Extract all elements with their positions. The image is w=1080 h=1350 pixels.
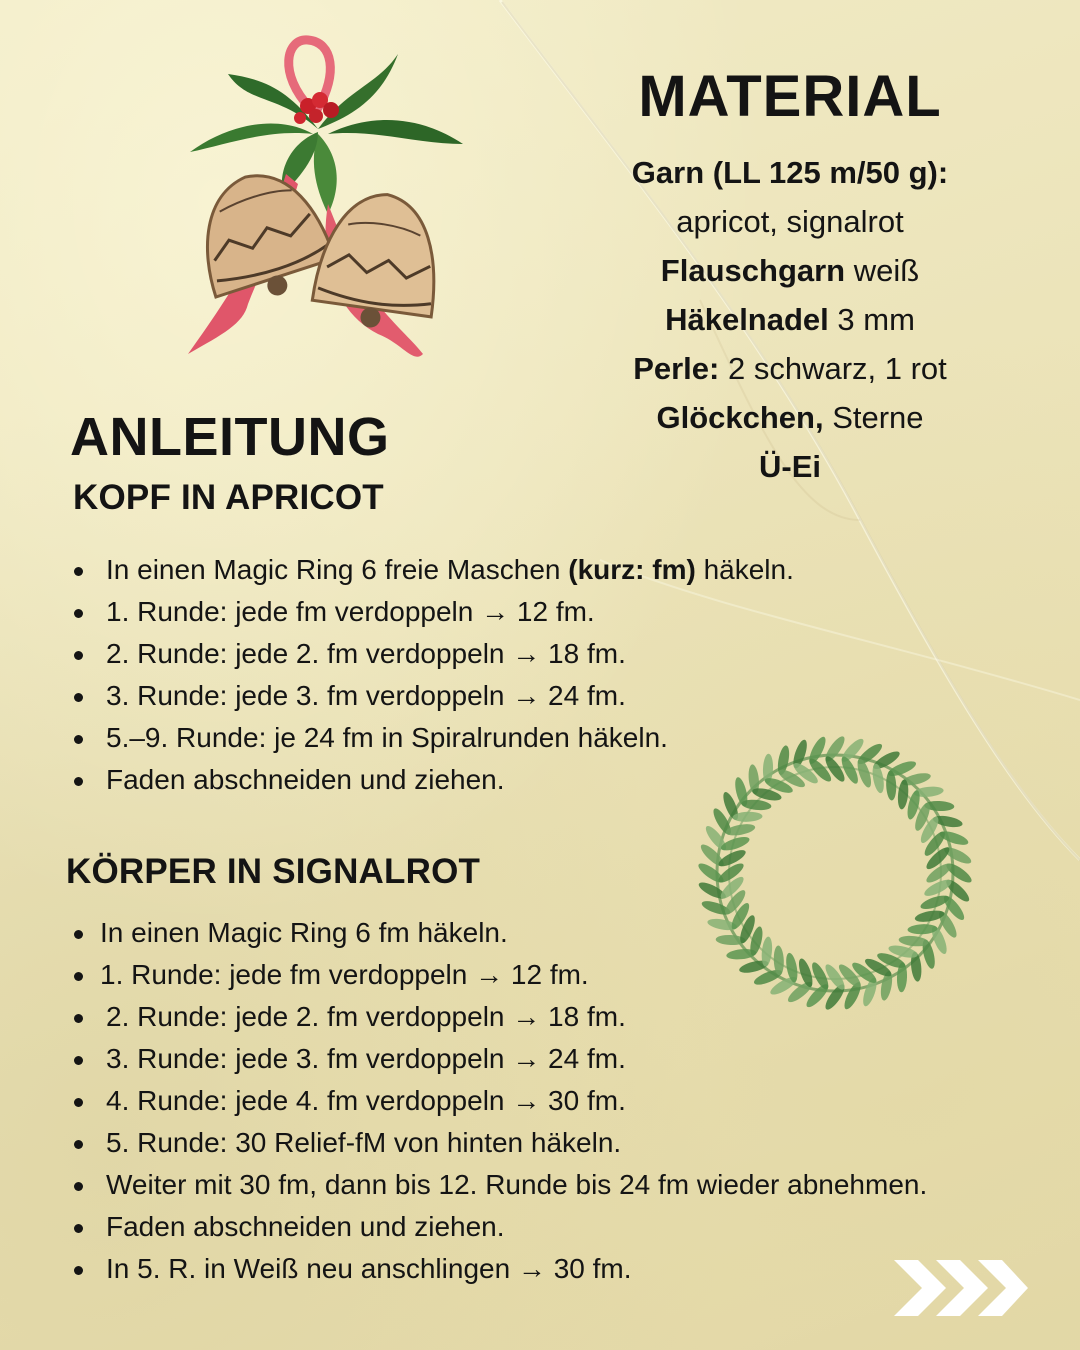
material-line [560, 197, 1020, 246]
list-item: 1. Runde: jede fm verdoppeln → 12 fm. [72, 591, 794, 633]
material-line-label: Flauschgarn [660, 253, 846, 288]
list-item: 5. Runde: 30 Relief-fM von hinten häkeln. [72, 1122, 927, 1164]
list-item: Weiter mit 30 fm, dann bis 12. Runde bis 24 fm wieder abnehmen. [72, 1164, 927, 1206]
material-line-label: Perle: [633, 351, 720, 386]
body-section-title: KÖRPER IN SIGNALROT [66, 852, 481, 891]
material-line [560, 442, 1020, 491]
material-line-value: weiß [845, 253, 920, 288]
step-abbreviation: (kurz: fm) [568, 554, 696, 585]
material-list [560, 148, 1020, 491]
wreath-icon [680, 718, 990, 1028]
list-item: 4. Runde: jede 4. fm verdoppeln → 30 fm. [72, 1080, 927, 1122]
instructions-title: ANLEITUNG [70, 407, 390, 467]
list-item: 2. Runde: jede 2. fm verdoppeln → 18 fm. [72, 996, 927, 1038]
list-item: In einen Magic Ring 6 fm häkeln. [72, 912, 927, 954]
material-title: MATERIAL [638, 64, 942, 129]
material-line [560, 344, 1020, 393]
list-item: 2. Runde: jede 2. fm verdoppeln → 18 fm. [72, 633, 794, 675]
material-line [560, 148, 1020, 197]
material-line-value: 2 schwarz, 1 rot [719, 351, 947, 386]
list-item: 3. Runde: jede 3. fm verdoppeln → 24 fm. [72, 1038, 927, 1080]
head-section-title: KOPF IN APRICOT [73, 478, 384, 517]
material-line-value: apricot, signalrot [676, 204, 904, 239]
material-section [560, 62, 1020, 491]
list-item: Faden abschneiden und ziehen. [72, 759, 794, 801]
list-item: 5.–9. Runde: je 24 fm in Spiralrunden häkeln. [72, 717, 794, 759]
material-line-label: Glöckchen, [656, 400, 824, 435]
material-line-value: 3 mm [828, 302, 915, 337]
christmas-bells-icon [168, 34, 468, 380]
material-line-label: Häkelnadel [665, 302, 829, 337]
step-text: häkeln. [695, 554, 794, 585]
material-line [560, 246, 1020, 295]
material-line-label: Ü-Ei [759, 449, 821, 484]
list-item: Faden abschneiden und ziehen. [72, 1206, 927, 1248]
step-text: In einen Magic Ring 6 freie Maschen [106, 554, 569, 585]
material-line [560, 295, 1020, 344]
material-line [560, 393, 1020, 442]
list-item: 1. Runde: jede fm verdoppeln → 12 fm. [72, 954, 927, 996]
list-item: 3. Runde: jede 3. fm verdoppeln → 24 fm. [72, 675, 794, 717]
list-item: In 5. R. in Weiß neu anschlingen → 30 fm. [72, 1248, 927, 1290]
next-arrows-icon[interactable] [888, 1252, 1028, 1324]
material-line-label: Garn (LL 125 m/50 g): [631, 155, 949, 190]
list-item [72, 549, 794, 591]
material-line-value: Sterne [823, 400, 924, 435]
